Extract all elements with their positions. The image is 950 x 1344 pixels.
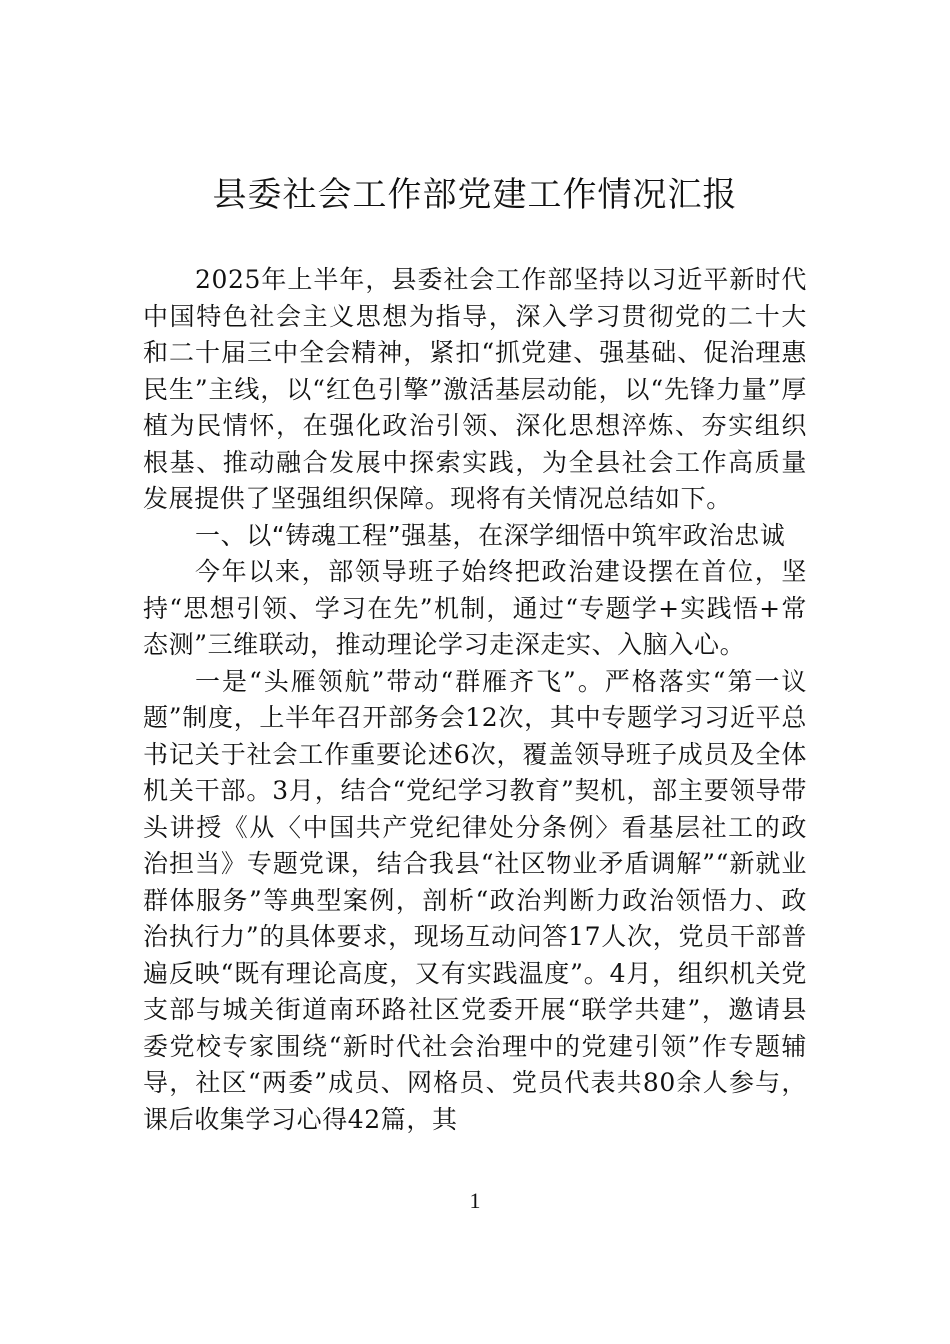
section-1-point-1-paragraph: 一是“头雁领航”带动“群雁齐飞”。严格落实“第一议题”制度，上半年召开部务会12次，其中专题学习习近平总书记关于社会工作重要论述6次，覆盖领导班子成员及全体机关干部。3月，结合“党纪学习教育”契机，部主要领导带头讲授《从〈中国共产党纪律处分条例〉看基层社工的政治担当》专题党课，结合我县“社区物业矛盾调解”“新就业群体服务”等典型案例，剖析“政治判断力政治领悟力、政治执行力”的具体要求，现场互动问答17人次，党员干部普遍反映“既有理论高度，又有实践温度”。4月，组织机关党支部与城关街道南环路社区党委开展“联学共建”，邀请县委党校专家围绕“新时代社会治理中的党建引领”作专题辅导，社区“两委”成员、网格员、党员代表共80余人参与，课后收集学习心得42篇，其 (143, 666, 807, 1134)
section-heading-1: 一、以“铸魂工程”强基，在深学细悟中筑牢政治忠诚 (195, 520, 786, 550)
document-body (143, 262, 807, 1138)
document-title: 县委社会工作部党建工作情况汇报 (212, 175, 738, 215)
intro-paragraph: 2025年上半年，县委社会工作部坚持以习近平新时代中国特色社会主义思想为指导，深入学习贯彻党的二十大和二十届三中全会精神，紧扣“抓党建、强基础、促治理惠民生”主线，以“红色引擎”激活基层动能，以“先锋力量”厚植为民情怀，在强化政治引领、深化思想淬炼、夯实组织根基、推动融合发展中探索实践，为全县社会工作高质量发展提供了坚强组织保障。现将有关情况总结如下。 (143, 265, 807, 513)
section-1-intro-paragraph: 今年以来，部领导班子始终把政治建设摆在首位，坚持“思想引领、学习在先”机制，通过“专题学+实践悟+常态测”三维联动，推动理论学习走深走实、入脑入心。 (143, 557, 807, 659)
page-number: 1 (469, 1188, 481, 1213)
